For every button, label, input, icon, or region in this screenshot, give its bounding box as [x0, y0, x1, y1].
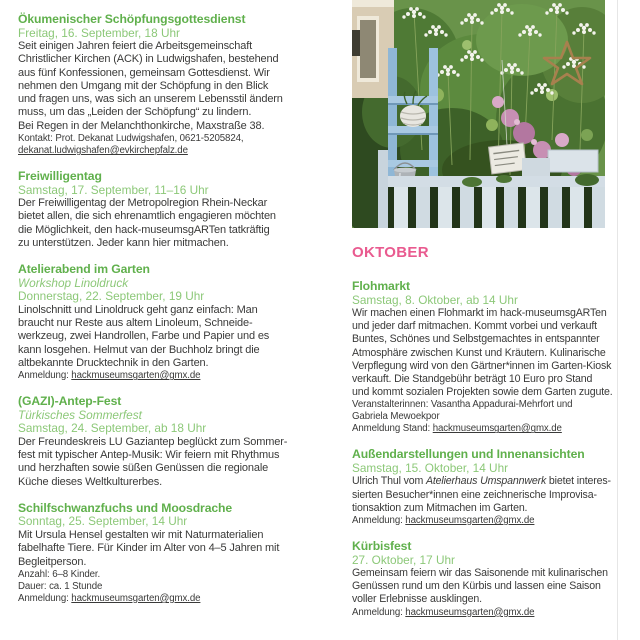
- event-contact-notes: [18, 569, 326, 605]
- event-title: Ökumenischer Schöpfungsgottesdienst: [18, 12, 246, 26]
- event-contact-notes: [352, 607, 620, 619]
- body-text-line: Der Freiwilligentag der Metropolregion Rhein-Neckar: [18, 197, 268, 210]
- event-date: Freitag, 16. September, 18 Uhr: [18, 25, 180, 40]
- body-text-line: Buntes, Schönes und Selbstgemachtes in entspannter: [352, 333, 600, 346]
- body-text-line: werkzeug, zwei Handrollen, Farbe und Papier und es: [18, 330, 270, 343]
- event-description: [18, 40, 326, 133]
- email-link[interactable]: hackmuseumsgarten@gmx.de: [432, 423, 562, 435]
- event-date: Sonntag, 25. September, 14 Uhr: [18, 514, 188, 529]
- body-text-line: Bei Regen in der Melanchthonkirche, Maxstraße 38.: [18, 119, 265, 132]
- body-text-line: altbekannte Drucktechnik in den Garten.: [18, 356, 209, 369]
- body-text-line: und herzhaften sowie süßen Genüssen die regionale: [18, 462, 269, 475]
- body-text-line: fabelhafte Tiere. Für Kinder im Alter von 4–5 Jahren mit: [18, 542, 280, 555]
- body-text-line: braucht nur Reste aus altem Linoleum, Schneide-: [18, 317, 253, 330]
- contact-note-line: [18, 370, 326, 382]
- note-label: Dauer: ca. 1 Stunde: [18, 580, 103, 592]
- event-entry-atelierabend: [18, 263, 326, 382]
- event-subtitle: Türkisches Sommerfest: [18, 407, 142, 422]
- october-events-column: [352, 244, 620, 632]
- event-description: [352, 307, 620, 399]
- email-link[interactable]: hackmuseumsgarten@gmx.de: [71, 370, 201, 382]
- section-label-oktober: OKTOBER: [352, 244, 429, 261]
- event-title: Kürbisfest: [352, 539, 412, 554]
- body-text-line: Gemeinsam feiern wir das Saisonende mit kulinarischen: [352, 567, 608, 580]
- event-description: [18, 529, 326, 569]
- body-text-line: Begleitperson.: [18, 555, 87, 568]
- event-entry-flohmarkt: [352, 280, 620, 435]
- body-text-line: Genüssen rund um den Kürbis und lassen eine Saison: [352, 580, 601, 593]
- event-subtitle: Workshop Linoldruck: [18, 275, 129, 290]
- event-title: Schilfschwanzfuchs und Moosdrache: [18, 500, 233, 515]
- note-label: Veranstalterinnen: Vasantha Appadurai-Mehrfort und: [352, 399, 573, 411]
- contact-note-line: [352, 423, 620, 435]
- body-text-line: tionsaktion zum Mitmachen im Garten.: [352, 501, 528, 514]
- contact-note-line: [18, 145, 326, 157]
- body-text-line: Seit einigen Jahren feiert die Arbeitsgemeinschaft: [18, 40, 253, 52]
- event-title: Außendarstellungen und Innenansichten: [352, 447, 585, 462]
- body-text-line: verkauft. Die Standgebühr beträgt 10 Euro pro Stand: [352, 373, 593, 386]
- contact-note-line: [352, 515, 620, 527]
- note-label: Anmeldung Stand:: [352, 423, 433, 435]
- event-date: Samstag, 8. Oktober, ab 14 Uhr: [352, 292, 518, 307]
- event-description: [18, 304, 326, 370]
- email-link[interactable]: hackmuseumsgarten@gmx.de: [405, 515, 535, 527]
- event-contact-notes: [352, 515, 620, 527]
- event-title: Freiwilligentag: [18, 169, 102, 184]
- event-entry-antep-fest: [18, 395, 326, 489]
- body-text-line: aus fünf Konfessionen, gemeinsam Gottesdienst. Wir: [18, 66, 270, 79]
- contact-note-line: [18, 581, 326, 593]
- body-text-line: kann losgehen. Helmut van der Buchholz bringt die: [18, 343, 260, 356]
- contact-note-line: [18, 569, 326, 581]
- note-label: Anmeldung:: [352, 515, 406, 527]
- garden-photo: [352, 0, 605, 228]
- event-title: Atelierabend im Garten: [18, 262, 150, 277]
- event-contact-notes: [352, 399, 620, 435]
- email-link[interactable]: hackmuseumsgarten@gmx.de: [71, 592, 201, 604]
- event-date: Samstag, 17. September, 11–16 Uhr: [18, 182, 209, 197]
- body-text-line: nehmen den Umgang mit der Schöpfung in den Blick: [18, 79, 269, 92]
- note-label: Anzahl: 6–8 Kinder.: [18, 568, 101, 580]
- event-contact-notes: [18, 133, 326, 157]
- italic-text: Atelierhaus Umspannwerk: [425, 475, 547, 488]
- body-text-line: voller Erlebnisse ausklingen.: [352, 593, 482, 606]
- event-contact-notes: [18, 370, 326, 382]
- note-label: Kontakt: Prot. Dekanat Ludwigshafen, 0621-5205824,: [18, 133, 244, 145]
- contact-note-line: [352, 399, 620, 411]
- body-text-line: Wir machen einen Flohmarkt im hack-museumsgARTen: [352, 307, 607, 319]
- body-text-line: Ulrich Thul vom Atelierhaus Umspannwerk bietet interes-: [352, 475, 611, 488]
- event-date: Samstag, 24. September, ab 18 Uhr: [18, 421, 207, 436]
- event-entry-aussendarstellungen: [352, 448, 620, 527]
- body-text-line: Verpflegung wird von den Gärtner*innen im Garten-Kiosk: [352, 359, 612, 372]
- september-events-column: [18, 13, 326, 618]
- body-text-line: Christlicher Kirchen (ACK) in Ludwigshafen, bestehend: [18, 53, 279, 66]
- event-description: [18, 197, 326, 250]
- body-text-line: Atmosphäre zwischen Kunst und Kräutern. Kulinarische: [352, 346, 606, 359]
- email-link[interactable]: hackmuseumsgarten@gmx.de: [405, 606, 535, 618]
- event-title: Flohmarkt: [352, 279, 411, 293]
- body-text-line: Der Freundeskreis LU Gaziantep beglückt zum Sommer-: [18, 435, 288, 448]
- event-entry-schilfschwanzfuchs: [18, 502, 326, 605]
- event-description: [352, 475, 620, 515]
- body-text-line: und kommt sozialen Projekten sowie dem Garten zugute.: [352, 386, 613, 399]
- email-link[interactable]: dekanat.ludwigshafen@evkirchepfalz.de: [18, 145, 188, 157]
- body-text-line: Küche dieses Weltkulturerbes.: [18, 475, 163, 488]
- contact-note-line: [352, 607, 620, 619]
- body-text-line: muss, um das „Leiden der Schöpfung“ zu lindern.: [18, 106, 252, 119]
- body-text-line: zu unterstützen. Jeder kann hier mitmachen.: [18, 236, 229, 249]
- note-label: Anmeldung:: [352, 606, 406, 618]
- contact-note-line: [352, 411, 620, 423]
- event-date: Donnerstag, 22. September, 19 Uhr: [18, 289, 205, 304]
- building-corner: [352, 0, 394, 98]
- note-label: Gabriela Mewoekpor: [352, 411, 440, 423]
- body-text-line: Linolschnitt und Linoldruck geht ganz einfach: Man: [18, 303, 258, 316]
- contact-note-line: [18, 593, 326, 605]
- body-text-line: und fragen uns, was sich an unserem Lebensstil ändern: [18, 93, 283, 106]
- event-description: [352, 567, 620, 607]
- event-entry-schoepfungsgottesdienst: [18, 13, 326, 157]
- event-description: [18, 436, 326, 489]
- body-text-line: und jeder darf mitmachen. Kommt vorbei und verkauft: [352, 320, 597, 333]
- note-label: Anmeldung:: [18, 592, 72, 604]
- event-entry-freiwilligentag: [18, 170, 326, 250]
- event-title: (GAZI)-Antep-Fest: [18, 394, 122, 409]
- body-text-line: bietet allen, die sich ehrenamtlich engagieren möchten: [18, 210, 276, 223]
- event-date: Samstag, 15. Oktober, 14 Uhr: [352, 460, 509, 475]
- event-entry-kuerbisfest: [352, 540, 620, 619]
- body-text-line: Mit Ursula Hensel gestalten wir mit Naturmaterialien: [18, 528, 264, 541]
- contact-note-line: [18, 133, 326, 145]
- body-text-line: die Möglichkeit, den hack-museumsgARTen tatkräftig: [18, 223, 270, 236]
- event-date: 27. Oktober, 17 Uhr: [352, 552, 455, 567]
- note-label: Anmeldung:: [18, 370, 72, 382]
- body-text-line: sierten Besucher*innen eine zeichnerische Improvisa-: [352, 488, 597, 501]
- body-text-line: fest mit typischer Antep-Musik: Wir feiern mit Rhythmus: [18, 449, 280, 462]
